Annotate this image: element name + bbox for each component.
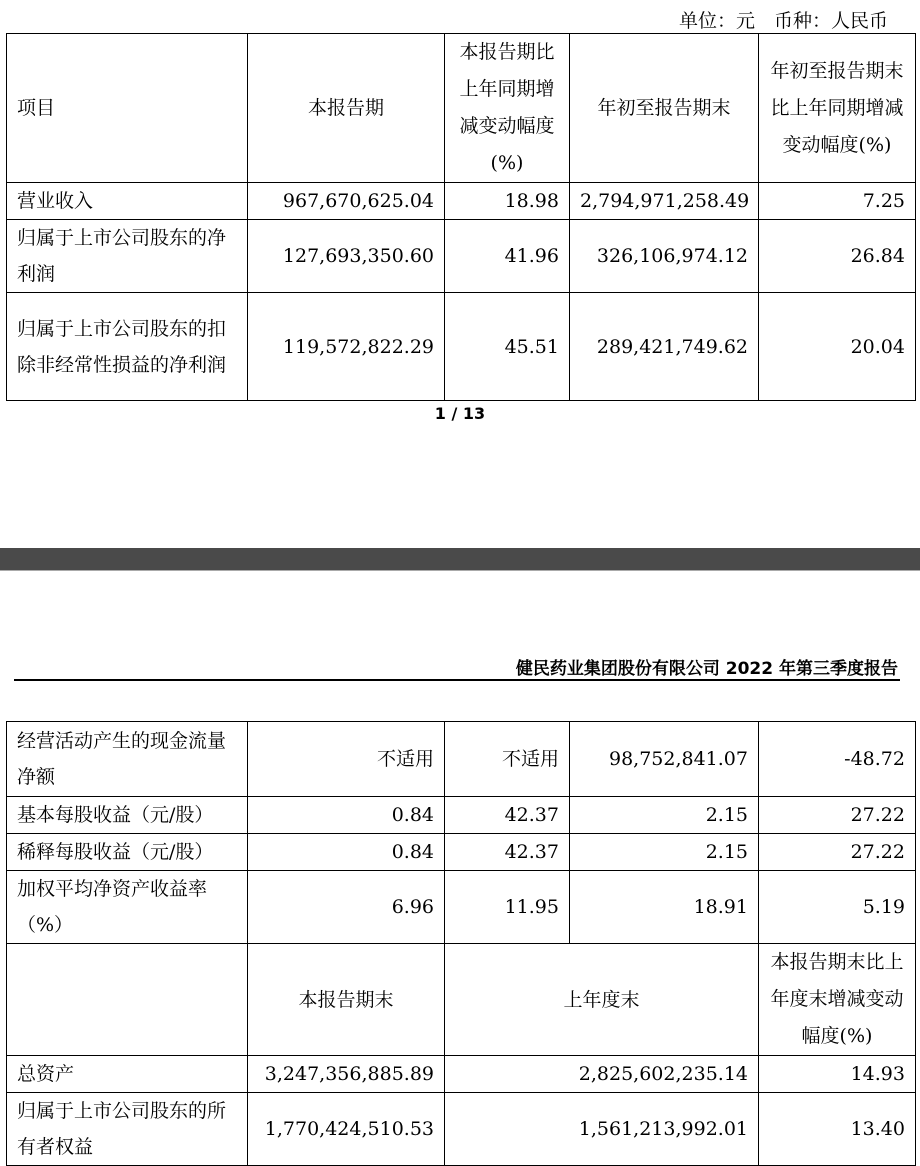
row-change: 42.37 <box>445 797 570 834</box>
header-prior-year-end: 上年度末 <box>445 944 759 1056</box>
header-ytd-change: 年初至报告期末比上年同期增减变动幅度(%) <box>759 34 916 183</box>
row-item: 归属于上市公司股东的所有者权益 <box>7 1093 248 1166</box>
table-row <box>7 293 916 401</box>
row-change: 41.96 <box>445 220 570 293</box>
row-item: 加权平均净资产收益率（%） <box>7 871 248 944</box>
header-current-change: 本报告期比上年同期增减变动幅度(%) <box>445 34 570 183</box>
header-current-period-end: 本报告期末 <box>248 944 445 1056</box>
header-current-period: 本报告期 <box>248 34 445 183</box>
row-item: 归属于上市公司股东的净利润 <box>7 220 248 293</box>
row-change: 42.37 <box>445 834 570 871</box>
row-ytd-change: 7.25 <box>759 183 916 220</box>
header-item: 项目 <box>7 34 248 183</box>
row-item: 稀释每股收益（元/股） <box>7 834 248 871</box>
row-current: 967,670,625.04 <box>248 183 445 220</box>
row-ytd-change: 27.22 <box>759 834 916 871</box>
row-item: 总资产 <box>7 1056 248 1093</box>
row-ytd-change: 5.19 <box>759 871 916 944</box>
row-ytd: 98,752,841.07 <box>570 722 759 797</box>
table-row <box>7 220 916 293</box>
row-item: 经营活动产生的现金流量净额 <box>7 722 248 797</box>
header-period-end-change: 本报告期末比上年度末增减变动幅度(%) <box>759 944 916 1056</box>
table-row <box>7 183 916 220</box>
report-title: 健民药业集团股份有限公司 2022 年第三季度报告 <box>515 659 898 679</box>
row-prior-end: 1,561,213,992.01 <box>445 1093 759 1166</box>
table-row <box>7 722 916 797</box>
table-row <box>7 1056 916 1093</box>
unit-currency-note: 单位：元 币种：人民币 <box>678 10 888 32</box>
row-ytd-change: 26.84 <box>759 220 916 293</box>
row-ytd: 18.91 <box>570 871 759 944</box>
row-ytd: 2,794,971,258.49 <box>570 183 759 220</box>
row-prior-end: 2,825,602,235.14 <box>445 1056 759 1093</box>
row-current: 6.96 <box>248 871 445 944</box>
table-row <box>7 834 916 871</box>
row-ytd-change: 20.04 <box>759 293 916 401</box>
row-item: 归属于上市公司股东的扣除非经常性损益的净利润 <box>7 293 248 401</box>
row-change: 不适用 <box>445 722 570 797</box>
row-ytd: 2.15 <box>570 834 759 871</box>
row-current: 127,693,350.60 <box>248 220 445 293</box>
table-row <box>7 797 916 834</box>
row-change: 11.95 <box>445 871 570 944</box>
row-end-change: 14.93 <box>759 1056 916 1093</box>
row-ytd-change: 27.22 <box>759 797 916 834</box>
row-ytd: 326,106,974.12 <box>570 220 759 293</box>
row-change: 18.98 <box>445 183 570 220</box>
row-end-change: 13.40 <box>759 1093 916 1166</box>
header-ytd: 年初至报告期末 <box>570 34 759 183</box>
row-current: 0.84 <box>248 834 445 871</box>
financial-table-top <box>6 33 916 401</box>
table-row <box>7 871 916 944</box>
financial-table-bottom <box>6 721 916 1166</box>
page-number: 1 / 13 <box>434 404 486 423</box>
row-current-end: 1,770,424,510.53 <box>248 1093 445 1166</box>
page-break-divider <box>0 548 920 570</box>
balance-header-row <box>7 944 916 1056</box>
row-item: 营业收入 <box>7 183 248 220</box>
header-rule <box>14 679 900 681</box>
row-change: 45.51 <box>445 293 570 401</box>
table-row <box>7 1093 916 1166</box>
row-ytd: 2.15 <box>570 797 759 834</box>
row-current: 不适用 <box>248 722 445 797</box>
row-current: 119,572,822.29 <box>248 293 445 401</box>
row-current: 0.84 <box>248 797 445 834</box>
table-header-row <box>7 34 916 183</box>
row-current-end: 3,247,356,885.89 <box>248 1056 445 1093</box>
row-ytd-change: -48.72 <box>759 722 916 797</box>
page-break-edge <box>0 570 920 571</box>
row-item: 基本每股收益（元/股） <box>7 797 248 834</box>
row-ytd: 289,421,749.62 <box>570 293 759 401</box>
balance-header-empty <box>7 944 248 1056</box>
